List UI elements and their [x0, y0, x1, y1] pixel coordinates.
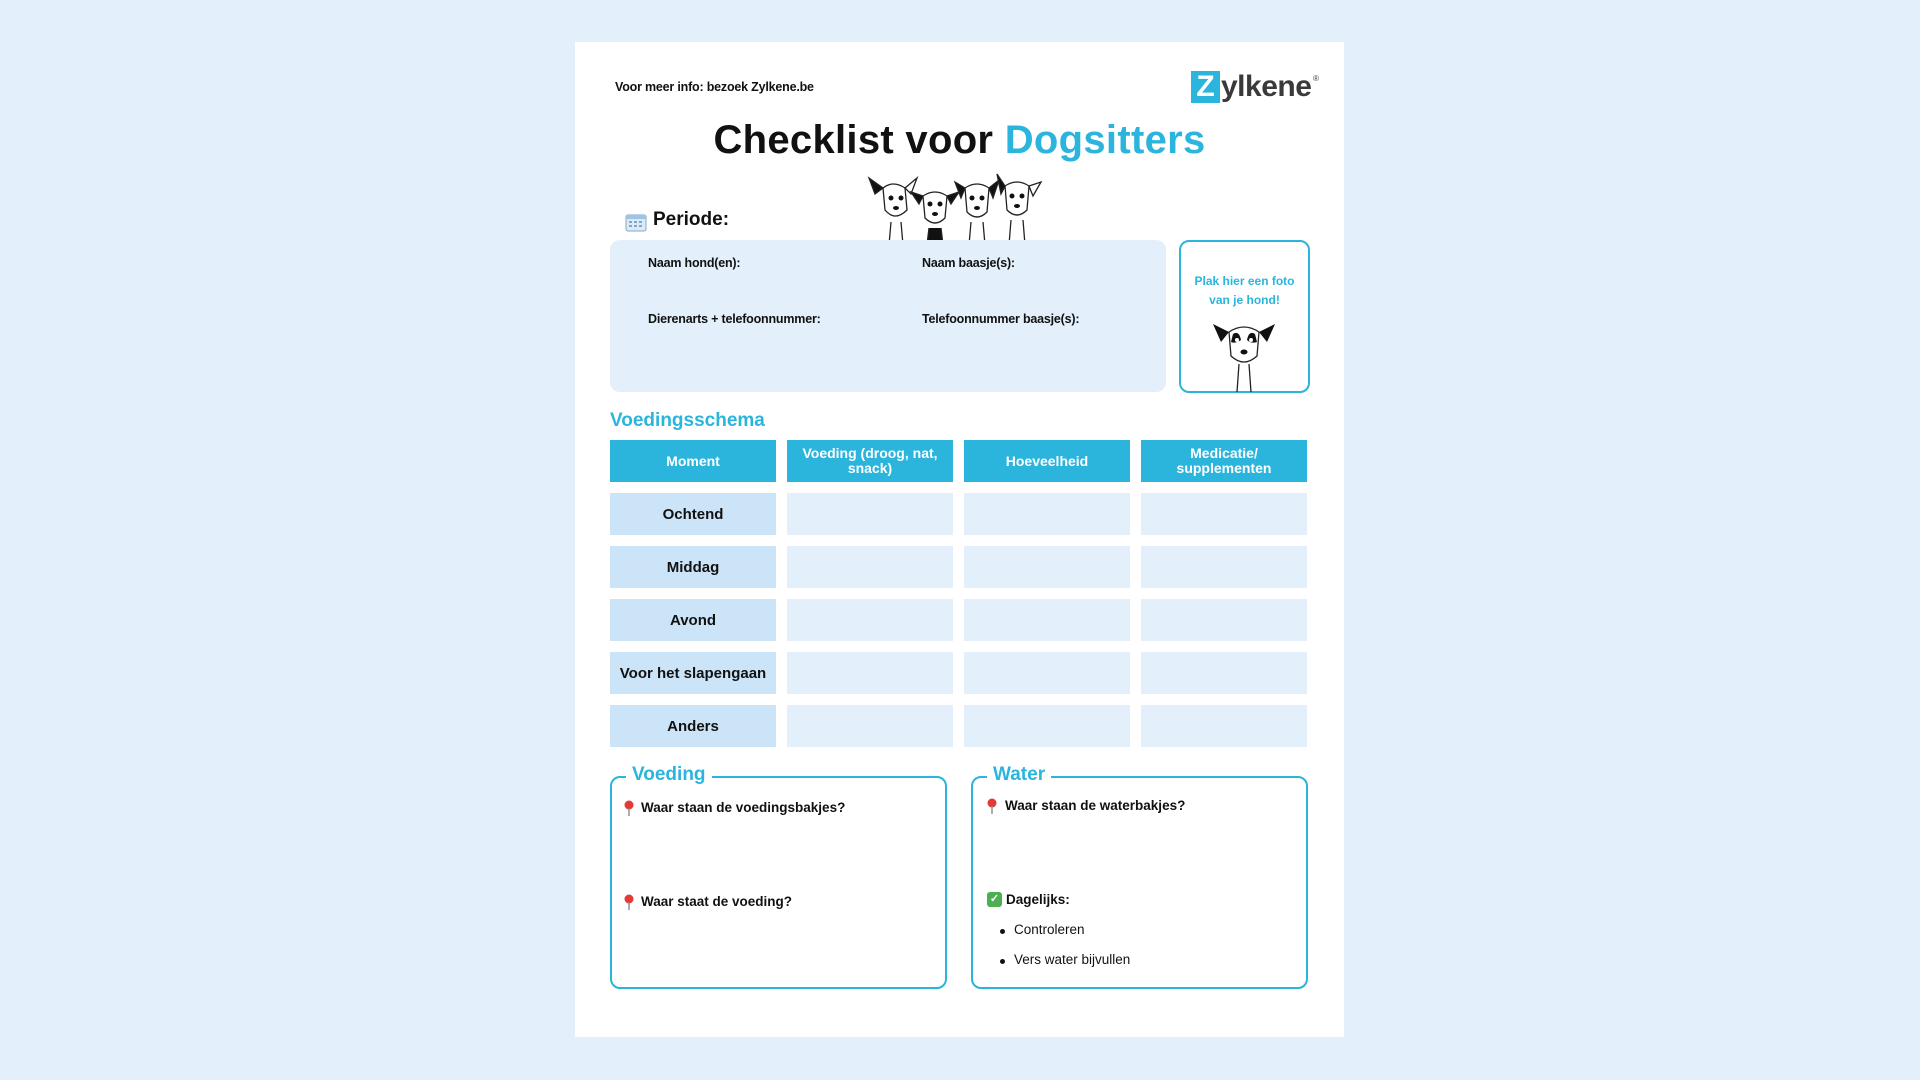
- table-empty-cell: [964, 652, 1130, 694]
- logo-trademark: ®: [1313, 74, 1319, 83]
- owner-info-box: [610, 240, 1166, 392]
- dogs-illustration-icon: [865, 170, 1065, 245]
- checkmark-icon: ✓: [987, 892, 1002, 907]
- photo-line-2: van je hond!: [1209, 293, 1280, 307]
- zylkene-logo: [1191, 70, 1321, 106]
- table-empty-cell: [1141, 546, 1307, 588]
- table-empty-cell: [787, 546, 953, 588]
- table-row-label: Anders: [610, 705, 776, 747]
- vet-phone-label: Dierenarts + telefoonnummer:: [648, 312, 821, 326]
- logo-wordmark: ylkene: [1221, 70, 1312, 103]
- table-empty-cell: [964, 546, 1130, 588]
- owner-name-label: Naam baasje(s):: [922, 256, 1015, 270]
- table-empty-cell: [1141, 705, 1307, 747]
- table-empty-cell: [787, 705, 953, 747]
- voeding-question-2: Waar staat de voeding?: [641, 894, 793, 909]
- table-header-cell: Medicatie/ supplementen: [1141, 440, 1307, 482]
- title-accent: Dogsitters: [1004, 118, 1206, 162]
- table-empty-cell: [964, 705, 1130, 747]
- table-empty-cell: [1141, 493, 1307, 535]
- table-header-cell: Voeding (droog, nat, snack): [787, 440, 953, 482]
- dog-icon: [1211, 316, 1277, 392]
- table-row-label: Ochtend: [610, 493, 776, 535]
- info-text: Voor meer info: bezoek Zylkene.be: [615, 80, 814, 94]
- pin-icon: [624, 894, 634, 910]
- periode-label: Periode:: [653, 209, 730, 230]
- pin-icon: [624, 800, 634, 816]
- table-empty-cell: [1141, 652, 1307, 694]
- table-empty-cell: [964, 599, 1130, 641]
- table-row-label: Voor het slapengaan: [610, 652, 776, 694]
- table-empty-cell: [964, 493, 1130, 535]
- table-header-cell: Hoeveelheid: [964, 440, 1130, 482]
- page-title: [575, 118, 1344, 163]
- water-item: Controleren: [1014, 922, 1085, 937]
- water-question-1: Waar staan de waterbakjes?: [1005, 798, 1186, 813]
- voeding-title: Voeding: [626, 764, 712, 786]
- photo-line-1: Plak hier een foto: [1194, 274, 1295, 288]
- logo-z-mark: Z: [1191, 71, 1220, 103]
- table-empty-cell: [787, 493, 953, 535]
- voeding-question-1: Waar staan de voedingsbakjes?: [641, 800, 846, 815]
- table-row-label: Avond: [610, 599, 776, 641]
- dog-name-label: Naam hond(en):: [648, 256, 741, 270]
- title-main: Checklist voor: [713, 118, 1005, 162]
- calendar-icon: [625, 212, 647, 232]
- water-item: Vers water bijvullen: [1014, 952, 1131, 967]
- table-header-cell: Moment: [610, 440, 776, 482]
- table-empty-cell: [787, 652, 953, 694]
- table-row-label: Middag: [610, 546, 776, 588]
- pin-icon: [987, 798, 997, 814]
- water-section: [971, 764, 1308, 989]
- water-daily-label: Dagelijks:: [1006, 892, 1070, 907]
- photo-instruction: [1181, 272, 1308, 310]
- water-title: Water: [987, 764, 1051, 786]
- table-empty-cell: [1141, 599, 1307, 641]
- table-empty-cell: [787, 599, 953, 641]
- owner-phone-label: Telefoonnummer baasje(s):: [922, 312, 1080, 326]
- photo-placeholder: [1179, 240, 1310, 393]
- checklist-sheet: [575, 42, 1344, 1037]
- voeding-section: [610, 764, 947, 989]
- schema-title: Voedingsschema: [610, 410, 765, 431]
